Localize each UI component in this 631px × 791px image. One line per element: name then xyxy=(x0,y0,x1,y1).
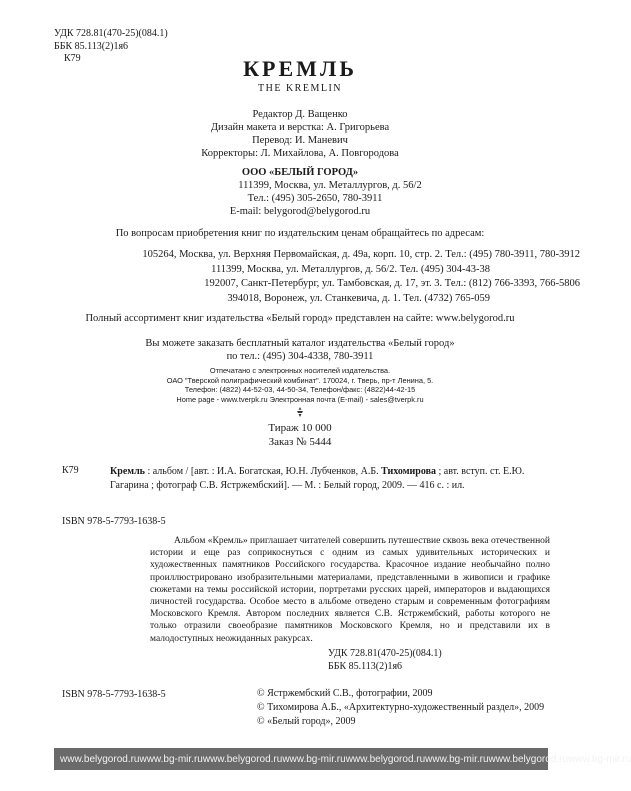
copyright-block xyxy=(257,687,544,728)
credits-block xyxy=(0,108,600,160)
printer-line: Отпечатано с электронных носителей издательства. xyxy=(209,366,391,375)
printer-line: Home page - www.tverpk.ru Электронная почта (E-mail) - sales@tverpk.ru xyxy=(176,394,424,404)
footer-link[interactable]: www.belygorod.ru xyxy=(60,753,140,765)
address-line: 394018, Воронеж, ул. Станкевича, д. 1. Тел. (4732) 765-059 xyxy=(227,292,490,304)
book-title: КРЕМЛЬ xyxy=(243,56,357,81)
address-line: 111399, Москва, ул. Металлургов, д. 56/2. Тел. (495) 304-43-38 xyxy=(211,263,490,275)
author-mark: К79 xyxy=(64,53,81,64)
copyright-line: © «Белый город», 2009 xyxy=(257,715,356,727)
publisher-address: 111399, Москва, ул. Металлургов, д. 56/2 xyxy=(238,180,422,191)
classification-codes-bottom xyxy=(328,648,442,673)
address-list xyxy=(20,248,580,306)
credit-translation: Перевод: И. Маневич xyxy=(252,135,348,146)
printer-line: ОАО "Тверской полиграфический комбинат". 170024, г. Тверь, пр-т Ленина, 5. xyxy=(166,375,434,385)
credit-editor: Редактор Д. Ващенко xyxy=(252,109,348,120)
copyright-line: © Ястржембский С.В., фотографии, 2009 xyxy=(257,688,433,699)
publisher-block xyxy=(0,166,600,218)
credit-design: Дизайн макета и верстка: А. Григорьева xyxy=(210,122,390,133)
footer-link[interactable]: www.belygorod.ru xyxy=(202,753,283,765)
book-subtitle: THE KREMLIN xyxy=(258,83,342,94)
bibliographic-record xyxy=(110,465,550,492)
bib-text: ; авт. вступ. ст. Е.Ю. Гагарина ; фотограф С.В. Ястржембский]. — М. : Белый город, 2009. — 416 с. : ил. xyxy=(110,466,525,491)
address-line: 192007, Санкт-Петербург, ул. Тамбовская, д. 17, эт. 3. Тел.: (812) 766-3393, 766-5806 xyxy=(204,278,580,289)
publisher-email: E-mail: belygorod@belygorod.ru xyxy=(229,206,371,217)
catalog-line: Вы можете заказать бесплатный каталог издательства «Белый город» xyxy=(145,338,455,349)
isbn-bottom: ISBN 978-5-7793-1638-5 xyxy=(62,689,166,700)
publisher-phone: Тел.: (495) 305-2650, 780-3911 xyxy=(247,193,383,204)
catalog-phone: по тел.: (495) 304-4338, 780-3911 xyxy=(226,351,374,362)
print-run: Тираж 10 000 xyxy=(268,422,332,434)
website-line: Полный ассортимент книг издательства «Белый город» представлен на сайте: www.belygorod.ru xyxy=(85,313,515,324)
copyright-line: © Тихомирова А.Б., «Архитектурно-художественный раздел», 2009 xyxy=(257,701,545,713)
bbk-code: ББК 85.113(2)1я6 xyxy=(54,40,129,52)
footer-link[interactable]: www.bg-mir.ru xyxy=(139,753,203,765)
ornament-icon xyxy=(0,406,600,418)
annotation: Альбом «Кремль» приглашает читателей совершить путешествие сквозь века отечественной истории и еще раз соприкоснуться с одним из самых удивительных исторических и художественных памятников Российского государства. Красочное издание необычайно полно проиллюстрировано изобразительными материалами, представленными в живописи и графике сюжетами на темы российской истории, портретами русских царей, императоров и выдающихся личностей государства. Особое место в альбоме отведено старым и современным фотографиям Московского Кремля. Автором последних является С.В. Ястржембский, работы которого не только отразили своеобразие памятников Московского Кремля, но и представили их в малодоступных неожиданных ракурсах. xyxy=(150,536,550,644)
bib-text: : альбом / [авт. : И.А. Богатская, Ю.Н. Лубченков, А.Б. xyxy=(144,466,382,477)
udk-code: УДК 728.81(470-25)(084.1) xyxy=(54,28,168,39)
isbn: ISBN 978-5-7793-1638-5 xyxy=(62,516,166,527)
bbk-code: ББК 85.113(2)1я6 xyxy=(328,660,403,672)
publisher-name: ООО «БЕЛЫЙ ГОРОД» xyxy=(241,167,359,178)
bib-label: К79 xyxy=(62,465,79,476)
bib-title: Кремль xyxy=(110,466,145,477)
address-line: 105264, Москва, ул. Верхняя Первомайская, д. 49а, корп. 10, стр. 2. Тел.: (495) 780-3911, 780-3912 xyxy=(142,249,580,260)
footer-link[interactable]: www.bg-mir.ru xyxy=(282,753,346,765)
printer-line: Телефон: (4822) 44-52-03, 44-50-34, Телефон/факс: (4822)44-42-15 xyxy=(184,385,416,395)
footer-link[interactable]: www.belygorod.ru xyxy=(488,753,569,765)
credit-proofreaders: Корректоры: Л. Михайлова, А. Повгородова xyxy=(201,148,399,159)
catalog-info xyxy=(0,337,600,363)
purchase-info: По вопросам приобретения книг по издательским ценам обращайтесь по адресам: xyxy=(115,228,485,239)
order-number: Заказ № 5444 xyxy=(268,436,332,448)
bib-author: Тихомирова xyxy=(381,466,436,477)
printer-info xyxy=(0,366,600,404)
footer-band xyxy=(54,748,631,770)
footer-link[interactable]: www.bg-mir.ru xyxy=(425,753,489,765)
footer-link[interactable]: www.bg-mir.ru xyxy=(568,753,631,765)
udk-code: УДК 728.81(470-25)(084.1) xyxy=(328,648,442,659)
footer-link[interactable]: www.belygorod.ru xyxy=(345,753,426,765)
print-run-block xyxy=(0,421,600,449)
